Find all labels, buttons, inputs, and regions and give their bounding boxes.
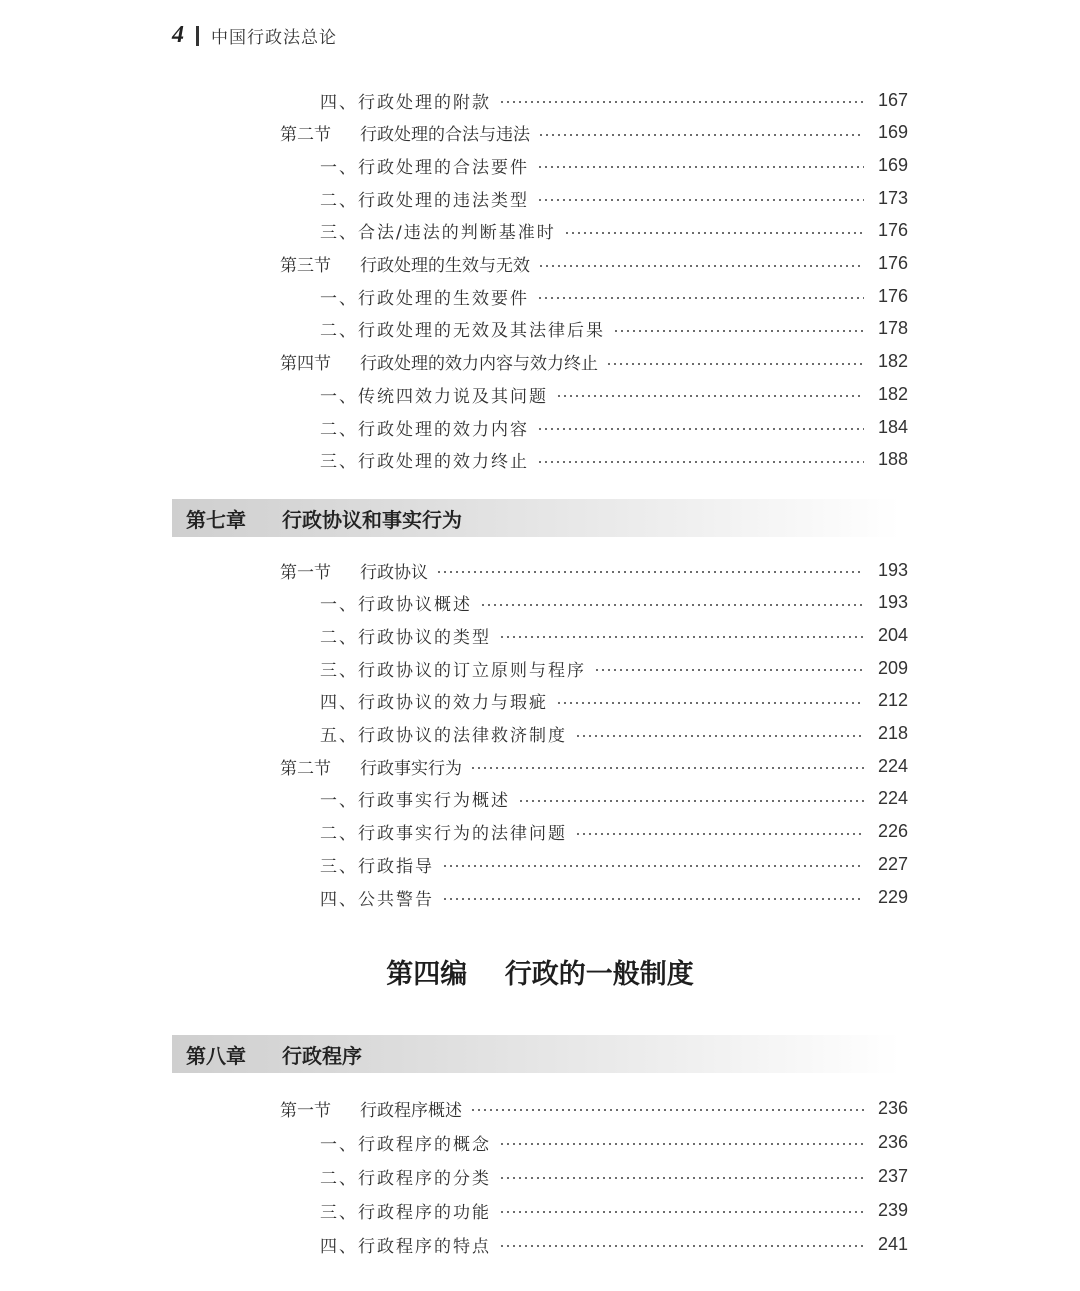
toc-page-number: 176 bbox=[877, 253, 908, 273]
dot-leader bbox=[499, 1177, 864, 1179]
toc-entry-title: 五、行政协议的法律救济制度 bbox=[320, 726, 567, 746]
toc-entry bbox=[320, 620, 908, 650]
toc-page-number: 193 bbox=[877, 559, 908, 580]
toc-page-number: 241 bbox=[877, 1233, 908, 1254]
dot-leader bbox=[442, 865, 864, 867]
toc-page-number: 193 bbox=[877, 592, 908, 613]
toc-section-label bbox=[280, 558, 428, 583]
toc-page-number: 169 bbox=[877, 122, 908, 143]
toc-entry bbox=[320, 588, 908, 618]
dot-leader bbox=[613, 330, 864, 332]
toc-entry bbox=[320, 1161, 908, 1191]
toc-section-number: 第四节 bbox=[280, 354, 331, 375]
toc-page-number: 173 bbox=[877, 187, 908, 208]
toc-section-title: 行政程序概述 bbox=[360, 1100, 462, 1121]
toc-entry-title: 四、行政协议的效力与瑕疵 bbox=[320, 693, 548, 714]
dot-leader bbox=[480, 604, 864, 606]
toc-section-title: 行政处理的合法与违法 bbox=[360, 125, 530, 146]
dot-leader bbox=[575, 735, 864, 737]
running-head bbox=[172, 22, 337, 49]
toc-section-entry bbox=[280, 555, 908, 585]
toc-entry-title: 一、行政处理的生效要件 bbox=[320, 288, 529, 309]
toc-entry-title: 一、行政协议概述 bbox=[320, 595, 472, 616]
dot-leader bbox=[518, 800, 864, 802]
toc-entry-title: 三、行政程序的功能 bbox=[320, 1202, 491, 1223]
part-title: 行政的一般制度 bbox=[504, 959, 694, 990]
toc-section-number: 第三节 bbox=[280, 256, 331, 276]
toc-page-number: 224 bbox=[877, 755, 908, 776]
toc-entry bbox=[320, 1127, 908, 1157]
header-separator bbox=[196, 26, 199, 46]
chapter-title: 行政协议和事实行为 bbox=[282, 507, 462, 532]
toc-section-entry bbox=[280, 1093, 908, 1123]
dot-leader bbox=[499, 1211, 864, 1213]
chapter-heading bbox=[172, 1035, 900, 1073]
dot-leader bbox=[499, 1245, 864, 1247]
toc-entry-title: 二、行政协议的类型 bbox=[320, 627, 491, 648]
toc-entry-title: 二、行政程序的分类 bbox=[320, 1168, 491, 1189]
toc-page-number: 167 bbox=[877, 89, 908, 110]
toc-entry-title: 四、公共警告 bbox=[320, 889, 434, 910]
toc-entry bbox=[320, 1195, 908, 1225]
toc-entry-title: 二、行政事实行为的法律问题 bbox=[320, 824, 567, 845]
dot-leader bbox=[470, 767, 864, 769]
toc-section-entry bbox=[280, 249, 908, 279]
dot-leader bbox=[606, 363, 864, 365]
toc-section-number: 第二节 bbox=[280, 758, 331, 779]
toc-page-number: 184 bbox=[877, 416, 908, 437]
dot-leader bbox=[564, 232, 864, 234]
toc-section-title: 行政处理的生效与无效 bbox=[360, 256, 530, 276]
toc-entry-title: 三、合法/违法的判断基准时 bbox=[320, 223, 556, 244]
dot-leader bbox=[556, 395, 864, 397]
chapter-number: 第七章 bbox=[186, 507, 246, 532]
toc-entry bbox=[320, 150, 908, 180]
toc-page-number: 182 bbox=[877, 351, 908, 372]
toc-section-number: 第二节 bbox=[280, 125, 331, 146]
toc-section-title: 行政处理的效力内容与效力终止 bbox=[360, 354, 598, 375]
toc-page-number: 224 bbox=[877, 788, 908, 809]
toc-entry bbox=[320, 85, 908, 115]
toc-page-number: 209 bbox=[877, 657, 908, 678]
dot-leader bbox=[575, 833, 864, 835]
toc-entry bbox=[320, 849, 908, 879]
toc-entry bbox=[320, 719, 908, 749]
toc-section-entry bbox=[280, 347, 908, 377]
toc-entry-title: 四、行政程序的特点 bbox=[320, 1236, 491, 1257]
dot-leader bbox=[499, 1143, 864, 1145]
toc-entry-title: 三、行政指导 bbox=[320, 856, 434, 877]
dot-leader bbox=[556, 702, 864, 704]
toc-section-label bbox=[280, 120, 530, 145]
chapter-number: 第八章 bbox=[186, 1043, 246, 1068]
dot-leader bbox=[499, 636, 864, 638]
part-heading bbox=[0, 952, 1080, 991]
toc-entry-title: 一、传统四效力说及其问题 bbox=[320, 386, 548, 407]
toc-entry-title: 二、行政处理的效力内容 bbox=[320, 419, 529, 440]
toc-page-number: 212 bbox=[877, 690, 908, 711]
toc-page-number: 239 bbox=[877, 1199, 908, 1220]
toc-entry bbox=[320, 817, 908, 847]
toc-entry bbox=[320, 379, 908, 409]
part-number: 第四编 bbox=[386, 959, 468, 990]
toc-page-number: 188 bbox=[877, 449, 908, 470]
dot-leader bbox=[470, 1109, 864, 1111]
toc-entry-title: 二、行政处理的违法类型 bbox=[320, 190, 529, 211]
dot-leader bbox=[537, 297, 864, 299]
toc-entry bbox=[320, 183, 908, 213]
toc-entry bbox=[320, 445, 908, 475]
toc-entry-title: 三、行政协议的订立原则与程序 bbox=[320, 660, 586, 681]
toc-entry bbox=[320, 686, 908, 716]
toc-section-entry bbox=[280, 751, 908, 781]
toc-page-number: 178 bbox=[877, 318, 908, 339]
toc-entry bbox=[320, 216, 908, 246]
toc-section-entry bbox=[280, 118, 908, 148]
chapter-title: 行政程序 bbox=[282, 1043, 362, 1068]
page-number: 4 bbox=[172, 22, 184, 48]
dot-leader bbox=[537, 199, 864, 201]
chapter-heading bbox=[172, 499, 900, 537]
toc-entry bbox=[320, 1229, 908, 1259]
toc-section-label bbox=[280, 349, 598, 374]
toc-entry bbox=[320, 412, 908, 442]
toc-page-number: 237 bbox=[877, 1165, 908, 1186]
toc-page-number: 226 bbox=[877, 821, 908, 842]
dot-leader bbox=[499, 101, 864, 103]
toc-section-title: 行政事实行为 bbox=[360, 758, 462, 779]
toc-entry-title: 三、行政处理的效力终止 bbox=[320, 452, 529, 473]
toc-entry bbox=[320, 281, 908, 311]
dot-leader bbox=[537, 166, 864, 168]
dot-leader bbox=[537, 428, 864, 430]
toc-section-number: 第一节 bbox=[280, 562, 331, 583]
toc-page-number: 204 bbox=[877, 624, 908, 645]
dot-leader bbox=[537, 461, 864, 463]
toc-section-title: 行政协议 bbox=[360, 562, 428, 583]
toc-page-number: 182 bbox=[877, 383, 908, 404]
toc-page-number: 218 bbox=[877, 723, 908, 743]
dot-leader bbox=[538, 134, 864, 136]
toc-page-number: 176 bbox=[877, 220, 908, 241]
dot-leader bbox=[538, 265, 864, 267]
toc-entry-title: 一、行政程序的概念 bbox=[320, 1134, 491, 1155]
toc-section-label bbox=[280, 251, 530, 276]
dot-leader bbox=[594, 669, 864, 671]
toc-section-label bbox=[280, 1096, 462, 1121]
toc-entry-title: 一、行政事实行为概述 bbox=[320, 791, 510, 812]
toc-entry-title: 二、行政处理的无效及其法律后果 bbox=[320, 321, 605, 342]
toc-page-number: 236 bbox=[877, 1097, 908, 1118]
toc-entry bbox=[320, 314, 908, 344]
toc-section-number: 第一节 bbox=[280, 1100, 331, 1121]
dot-leader bbox=[442, 898, 864, 900]
toc-page-number: 176 bbox=[877, 285, 908, 306]
toc-entry-title: 一、行政处理的合法要件 bbox=[320, 157, 529, 178]
toc-entry bbox=[320, 653, 908, 683]
toc-section-label bbox=[280, 754, 462, 779]
toc-entry bbox=[320, 882, 908, 912]
dot-leader bbox=[436, 571, 864, 573]
toc-page-number: 229 bbox=[877, 886, 908, 907]
toc-page-number: 227 bbox=[877, 853, 908, 874]
toc-page-number: 236 bbox=[877, 1131, 908, 1152]
toc-entry-title: 四、行政处理的附款 bbox=[320, 92, 491, 113]
toc-page-number: 169 bbox=[877, 154, 908, 175]
book-title: 中国行政法总论 bbox=[211, 28, 337, 48]
toc-entry bbox=[320, 784, 908, 814]
